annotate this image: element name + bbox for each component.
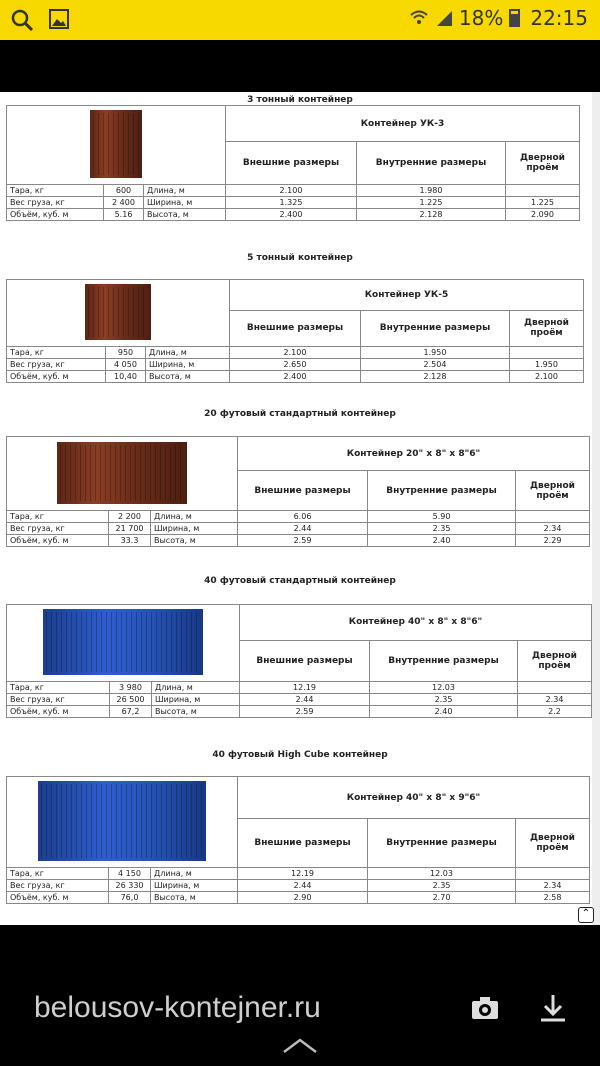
row-label: Вес груза, кг	[7, 359, 106, 371]
external-dims-header: Внешние размеры	[238, 471, 368, 511]
bottom-bar	[0, 925, 600, 1066]
external-value: 6.06	[238, 511, 368, 523]
row-value: 76,0	[109, 892, 151, 904]
door-header	[516, 471, 590, 511]
door-value: 2.34	[516, 880, 590, 892]
row-value: 4 150	[109, 868, 151, 880]
source-url[interactable]: belousov-kontejner.ru	[34, 991, 321, 1024]
expand-icon[interactable]: ⌃	[578, 907, 594, 923]
dimension-label: Высота, м	[144, 209, 226, 221]
door-value: 2.34	[518, 694, 592, 706]
door-value: 1.950	[510, 359, 584, 371]
row-label: Объём, куб. м	[7, 209, 104, 221]
door-header	[516, 819, 590, 868]
container-image	[43, 609, 203, 675]
internal-value: 2.504	[361, 359, 510, 371]
internal-dims-header: Внутренние размеры	[370, 640, 518, 681]
internal-value: 1.980	[357, 185, 506, 197]
row-value: 10,40	[106, 371, 146, 383]
table-row	[7, 511, 590, 523]
chevron-up-icon[interactable]	[282, 1035, 318, 1055]
table-row	[7, 892, 590, 904]
internal-value: 12.03	[368, 868, 516, 880]
internal-value: 2.35	[368, 880, 516, 892]
internal-dims-header: Внутренние размеры	[368, 471, 516, 511]
row-label: Вес груза, кг	[7, 523, 109, 535]
external-dims-header: Внешние размеры	[238, 819, 368, 868]
browser-toolbar-area	[0, 40, 600, 92]
dimension-label: Высота, м	[152, 706, 240, 718]
internal-dims-header: Внутренние размеры	[368, 819, 516, 868]
camera-search-icon[interactable]	[470, 993, 500, 1023]
container-model-header: Контейнер УК-3	[226, 106, 580, 142]
door-header-line2: проём	[538, 660, 571, 671]
row-value: 21 700	[109, 523, 151, 535]
external-value: 12.19	[238, 868, 368, 880]
row-value: 33.3	[109, 535, 151, 547]
door-header-line1: Дверной	[532, 650, 577, 661]
scrollbar[interactable]	[592, 92, 600, 925]
container-image	[90, 110, 142, 178]
internal-value: 5.90	[368, 511, 516, 523]
dimension-label: Высота, м	[151, 892, 238, 904]
section-title: 40 футовый стандартный контейнер	[204, 576, 396, 586]
door-value: 2.29	[516, 535, 590, 547]
external-value: 2.400	[230, 371, 361, 383]
table-row	[7, 371, 584, 383]
download-icon[interactable]	[538, 993, 568, 1023]
battery-percent: 18%	[458, 6, 504, 30]
external-value: 2.90	[238, 892, 368, 904]
row-label: Объём, куб. м	[7, 535, 109, 547]
container-model-header: Контейнер 40" х 8" х 9"6"	[238, 777, 590, 819]
row-label: Вес груза, кг	[7, 694, 110, 706]
table-row	[7, 868, 590, 880]
row-value: 4 050	[106, 359, 146, 371]
table-row	[7, 359, 584, 371]
door-value: 2.100	[510, 371, 584, 383]
dimension-label: Ширина, м	[146, 359, 230, 371]
row-value: 950	[106, 347, 146, 359]
webpage-image	[0, 92, 600, 925]
door-value: 1.225	[506, 197, 580, 209]
row-label: Вес груза, кг	[7, 197, 104, 209]
row-label: Вес груза, кг	[7, 880, 109, 892]
dimension-label: Ширина, м	[151, 523, 238, 535]
container-photo-cell	[7, 437, 238, 511]
internal-dims-header: Внутренние размеры	[357, 142, 506, 185]
container-photo-cell	[7, 605, 240, 682]
door-header-line1: Дверной	[530, 833, 575, 843]
container-image	[38, 781, 206, 861]
dimension-label: Ширина, м	[144, 197, 226, 209]
table-row	[7, 880, 590, 892]
table-row	[7, 523, 590, 535]
external-value: 2.44	[238, 880, 368, 892]
table-row	[7, 185, 580, 197]
container-photo-cell	[7, 280, 230, 347]
row-label: Тара, кг	[7, 682, 110, 694]
door-value	[518, 682, 592, 694]
door-header-line2: проём	[536, 490, 569, 501]
row-label: Тара, кг	[7, 347, 106, 359]
internal-dims-header: Внутренние размеры	[361, 310, 510, 346]
internal-value: 2.35	[368, 523, 516, 535]
row-label: Тара, кг	[7, 868, 109, 880]
internal-value: 1.950	[361, 347, 510, 359]
container-photo-cell	[7, 777, 238, 868]
door-value: 2.090	[506, 209, 580, 221]
status-bar	[0, 0, 600, 40]
row-value: 67,2	[110, 706, 152, 718]
container-image	[57, 442, 187, 504]
external-dims-header: Внешние размеры	[230, 310, 361, 346]
dimension-label: Длина, м	[144, 185, 226, 197]
row-label: Тара, кг	[7, 185, 104, 197]
door-value	[510, 347, 584, 359]
container-spec-table	[6, 105, 580, 221]
external-value: 2.100	[226, 185, 357, 197]
dimension-label: Высота, м	[146, 371, 230, 383]
container-photo-cell	[7, 106, 226, 185]
table-row	[7, 209, 580, 221]
row-label: Тара, кг	[7, 511, 109, 523]
table-row	[7, 706, 592, 718]
container-spec-table	[6, 279, 584, 383]
row-value: 600	[104, 185, 144, 197]
external-value: 2.44	[238, 523, 368, 535]
door-header-line1: Дверной	[530, 480, 575, 491]
table-row	[7, 535, 590, 547]
row-value: 26 500	[110, 694, 152, 706]
table-row	[7, 197, 580, 209]
dimension-label: Длина, м	[151, 868, 238, 880]
row-value: 3 980	[110, 682, 152, 694]
section-title: 20 футовый стандартный контейнер	[204, 409, 396, 419]
internal-value: 2.35	[370, 694, 518, 706]
signal-icon	[435, 9, 453, 27]
door-header-line1: Дверной	[524, 318, 569, 329]
external-value: 2.59	[238, 535, 368, 547]
external-value: 2.59	[240, 706, 370, 718]
table-row	[7, 682, 592, 694]
row-value: 26 330	[109, 880, 151, 892]
dimension-label: Ширина, м	[151, 880, 238, 892]
dimension-label: Высота, м	[151, 535, 238, 547]
external-value: 2.650	[230, 359, 361, 371]
row-value: 2 200	[109, 511, 151, 523]
door-value: 2.2	[518, 706, 592, 718]
container-spec-table	[6, 776, 590, 904]
dimension-label: Длина, м	[146, 347, 230, 359]
door-header-line1: Дверной	[520, 153, 565, 164]
door-header	[506, 142, 580, 185]
internal-value: 12.03	[370, 682, 518, 694]
door-header	[518, 640, 592, 681]
external-value: 12.19	[240, 682, 370, 694]
row-value: 5.16	[104, 209, 144, 221]
dimension-label: Ширина, м	[152, 694, 240, 706]
row-label: Объём, куб. м	[7, 892, 109, 904]
section-title: 40 футовый High Cube контейнер	[212, 750, 388, 760]
internal-value: 2.128	[357, 209, 506, 221]
search-icon[interactable]	[10, 8, 34, 32]
external-dims-header: Внешние размеры	[240, 640, 370, 681]
container-spec-table	[6, 436, 590, 547]
image-icon	[48, 8, 70, 30]
internal-value: 2.40	[368, 535, 516, 547]
container-spec-table	[6, 604, 592, 718]
clock: 22:15	[530, 6, 588, 30]
external-dims-header: Внешние размеры	[226, 142, 357, 185]
section-title: 3 тонный контейнер	[247, 95, 353, 105]
door-value	[516, 868, 590, 880]
container-model-header: Контейнер УК-5	[230, 280, 584, 311]
external-value: 2.400	[226, 209, 357, 221]
external-value: 2.100	[230, 347, 361, 359]
wifi-icon	[409, 9, 429, 27]
door-header-line2: проём	[526, 163, 559, 174]
table-row	[7, 694, 592, 706]
internal-value: 2.128	[361, 371, 510, 383]
external-value: 1.325	[226, 197, 357, 209]
table-row	[7, 347, 584, 359]
internal-value: 1.225	[357, 197, 506, 209]
external-value: 2.44	[240, 694, 370, 706]
battery-icon	[509, 9, 520, 27]
container-image	[85, 284, 151, 340]
internal-value: 2.40	[370, 706, 518, 718]
door-header-line2: проём	[536, 843, 569, 853]
door-header	[510, 310, 584, 346]
dimension-label: Длина, м	[152, 682, 240, 694]
container-model-header: Контейнер 20" х 8" х 8"6"	[238, 437, 590, 471]
dimension-label: Длина, м	[151, 511, 238, 523]
door-value	[516, 511, 590, 523]
door-value: 2.58	[516, 892, 590, 904]
door-header-line2: проём	[530, 328, 563, 339]
row-label: Объём, куб. м	[7, 371, 106, 383]
internal-value: 2.70	[368, 892, 516, 904]
door-value: 2.34	[516, 523, 590, 535]
row-label: Объём, куб. м	[7, 706, 110, 718]
section-title: 5 тонный контейнер	[247, 253, 353, 263]
row-value: 2 400	[104, 197, 144, 209]
door-value	[506, 185, 580, 197]
container-model-header: Контейнер 40" х 8" х 8"6"	[240, 605, 592, 641]
